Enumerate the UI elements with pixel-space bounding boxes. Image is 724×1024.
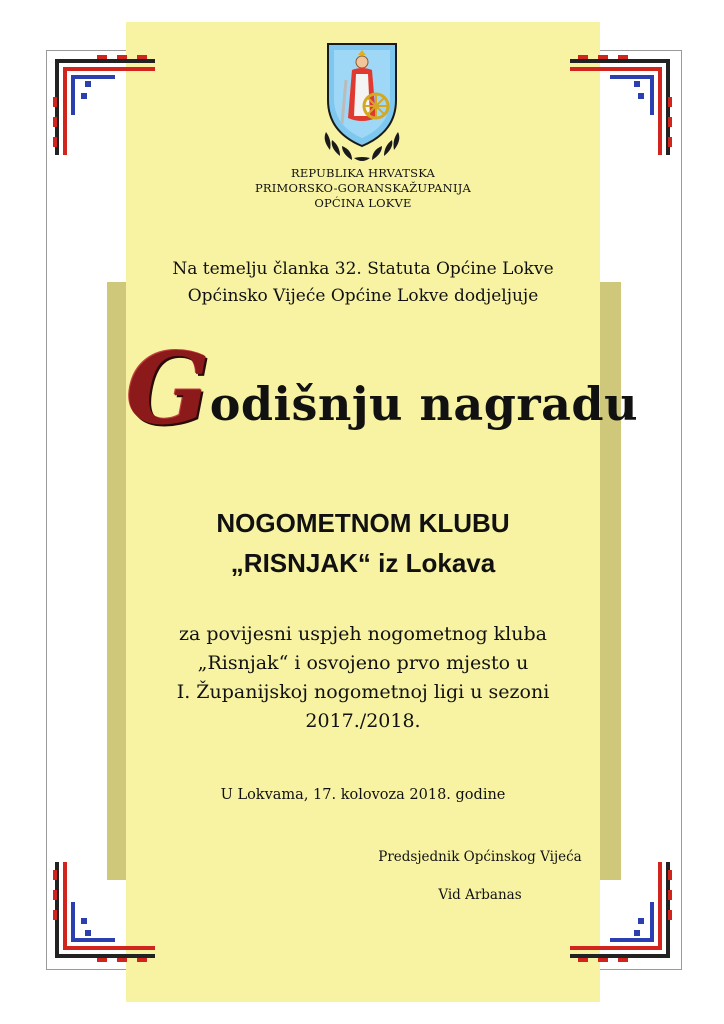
- recipient-line-1: NOGOMETNOM KLUBU: [216, 508, 510, 538]
- coat-of-arms-icon: [312, 40, 412, 164]
- award-reason: [126, 620, 600, 736]
- award-title: [126, 332, 639, 447]
- reason-line-2: „Risnjak“ i osvojeno prvo mjesto u: [197, 652, 529, 674]
- reason-line-1: za povijesni uspjeh nogometnog kluba: [179, 623, 547, 645]
- header-municipality: OPĆINA LOKVE: [314, 196, 412, 210]
- corner-ornament-top-right-icon: [568, 53, 672, 157]
- recipient-line-2: „RISNJAK“ iz Lokava: [230, 548, 496, 578]
- corner-ornament-top-left-icon: [53, 53, 157, 157]
- intro-line-1: Na temelju članka 32. Statuta Općine Lokve: [172, 259, 554, 279]
- signatory-name: Vid Arbanas: [438, 887, 522, 903]
- reason-line-3: I. Županijskoj nogometnoj ligi u sezoni: [176, 681, 550, 703]
- award-title-rest: odišnju nagradu: [209, 377, 639, 431]
- corner-ornament-bottom-left-icon: [53, 860, 157, 964]
- reason-line-4: 2017./2018.: [305, 710, 421, 732]
- issuer-header: [126, 166, 600, 211]
- intro-text: [126, 256, 600, 310]
- intro-line-2: Općinsko Vijeće Općine Lokve dodjeljuje: [187, 286, 539, 306]
- award-title-initial: G: [126, 332, 210, 447]
- header-county: PRIMORSKO-GORANSKAŽUPANIJA: [254, 181, 472, 195]
- recipient: [126, 503, 600, 583]
- header-country: REPUBLIKA HRVATSKA: [290, 166, 436, 180]
- corner-ornament-bottom-right-icon: [568, 860, 672, 964]
- place-and-date: U Lokvama, 17. kolovoza 2018. godine: [220, 787, 506, 803]
- signatory-title: Predsjednik Općinskog Vijeća: [378, 849, 582, 865]
